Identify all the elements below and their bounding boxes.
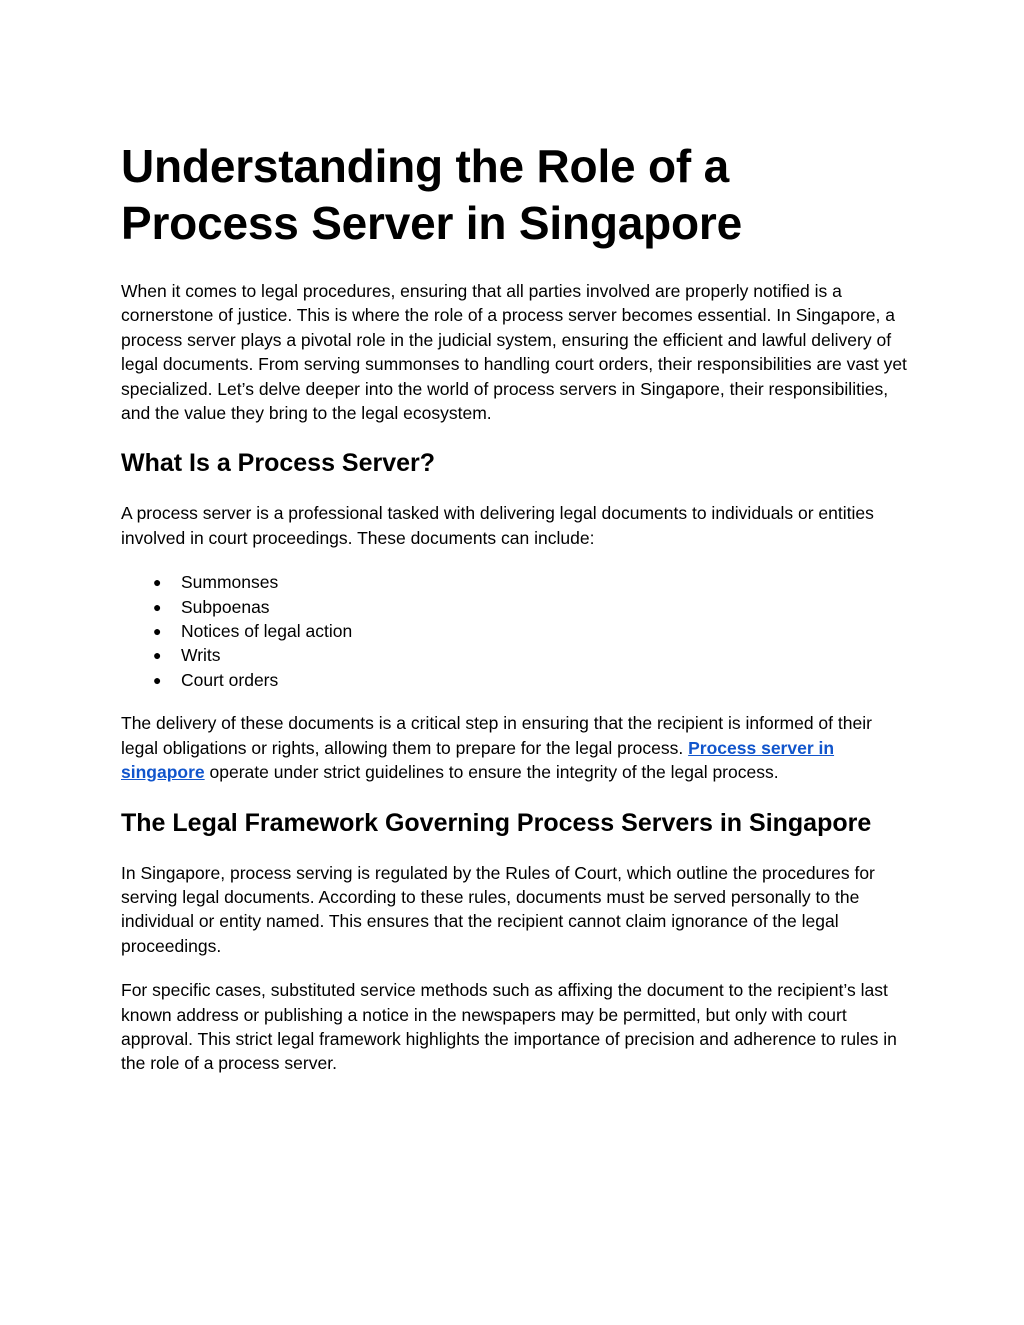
heading-what-is-process-server: What Is a Process Server? xyxy=(121,449,436,478)
list-item-label: Court orders xyxy=(181,669,279,690)
list-item-label: Subpoenas xyxy=(181,596,270,617)
legal-paragraph-2: For specific cases, substituted service methods such as affixing the document to the recipient’s last known address or publishing a notice in the newspapers may be permitted, but only with court approval. This strict legal framework highlights the importance of precision and adherence to rules in the role of a process server. xyxy=(121,980,897,1074)
list-item-label: Summonses xyxy=(181,572,279,593)
delivery-paragraph xyxy=(121,711,911,784)
heading-legal-framework: The Legal Framework Governing Process Servers in Singapore xyxy=(121,808,872,837)
bullet-icon: ● xyxy=(153,598,162,615)
bullet-icon: ● xyxy=(153,623,162,640)
document-page xyxy=(121,138,911,1076)
bullet-icon: ● xyxy=(153,574,162,591)
what-paragraph: A process server is a professional tasked with delivering legal documents to individuals or entities involved in court proceedings. These documents can include: xyxy=(121,503,874,548)
delivery-text-after: operate under strict guidelines to ensure the integrity of the legal process. xyxy=(204,762,779,783)
list-item-label: Writs xyxy=(181,645,221,666)
list-item xyxy=(121,570,911,594)
list-item xyxy=(121,643,911,667)
bullet-icon: ● xyxy=(153,671,162,688)
legal-paragraph-1: In Singapore, process serving is regulated by the Rules of Court, which outline the procedures for serving legal documents. According to these rules, documents must be served personally to the individual or entity named. This ensures that the recipient cannot claim ignorance of the legal proceedings. xyxy=(121,862,875,956)
delivery-text-before: The delivery of these documents is a critical step in ensuring that the recipient is informed of their legal obligations or rights, allowing them to prepare for the legal process. xyxy=(121,713,872,758)
list-item xyxy=(121,595,911,619)
list-item xyxy=(121,619,911,643)
list-item-label: Notices of legal action xyxy=(181,621,353,642)
page-title: Understanding the Role of a Process Server in Singapore xyxy=(121,140,742,249)
intro-paragraph: When it comes to legal procedures, ensuring that all parties involved are properly notified is a cornerstone of justice. This is where the role of a process server becomes essential. In Singapore, a process server plays a pivotal role in the judicial system, ensuring the efficient and lawful delivery of legal documents. From serving summonses to handling court orders, their responsibilities are vast yet specialized. Let’s delve deeper into the world of process servers in Singapore, their responsibilities, and the value they bring to the legal ecosystem. xyxy=(121,281,907,424)
bullet-icon: ● xyxy=(153,647,162,664)
list-item xyxy=(121,668,911,692)
document-types-list xyxy=(121,570,911,692)
process-server-link[interactable]: Process server in singapore xyxy=(121,737,835,783)
